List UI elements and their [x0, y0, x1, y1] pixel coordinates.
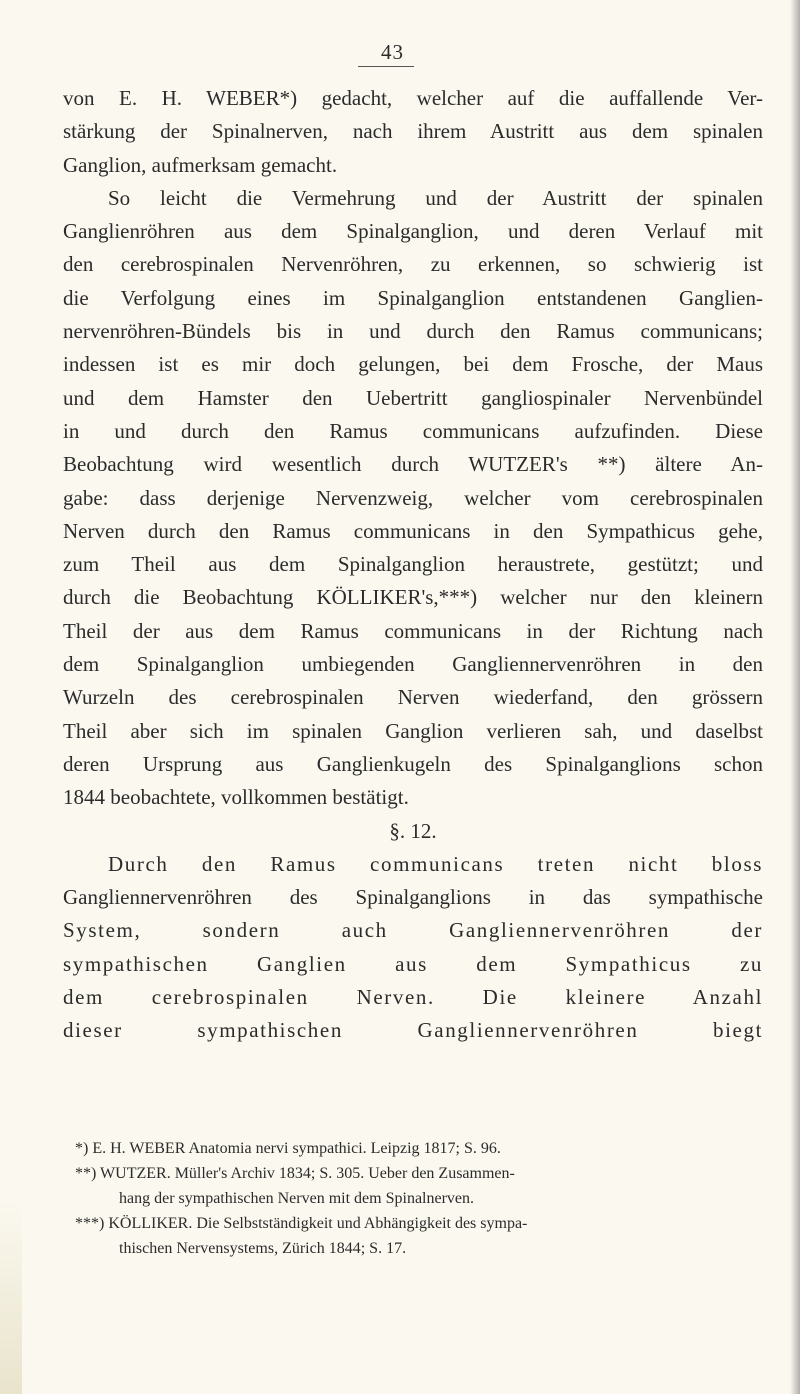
text-line: Theil der aus dem Ramus communicans in der Richtung nach [63, 618, 763, 643]
text-line: Beobachtung wird wesentlich durch WUTZER's **) ältere An- [63, 452, 763, 477]
page-edge-shadow [790, 0, 800, 1394]
text-line: Wurzeln des cerebrospinalen Nerven wiederfand, den grössern [63, 685, 763, 710]
footnotes [63, 1136, 763, 1261]
footnote-continuation: hang der sympathischen Nerven mit dem Spinalnerven. [119, 1190, 475, 1207]
text-line: durch die Beobachtung KÖLLIKER's,***) welcher nur den kleinern [63, 585, 763, 610]
text-line: Nerven durch den Ramus communicans in den Sympathicus gehe, [63, 518, 763, 543]
page-number: 43 [381, 40, 404, 64]
text-line: indessen ist es mir doch gelungen, bei dem Frosche, der Maus [63, 352, 763, 377]
text-line: gabe: dass derjenige Nervenzweig, welcher vom cerebrospinalen [63, 485, 763, 510]
text-line: den cerebrospinalen Nervenröhren, zu erkennen, so schwierig ist [63, 252, 763, 277]
text-line: und dem Hamster den Uebertritt gangliospinaler Nervenbündel [63, 385, 763, 410]
page-number-rule [358, 66, 414, 67]
body-text [63, 82, 763, 1048]
footnote-continuation: thischen Nervensystems, Zürich 1844; S. 17. [119, 1240, 407, 1257]
text-line: Gangliennervenröhren des Spinalganglions in das sympathische [63, 885, 763, 910]
footnote: *) E. H. WEBER Anatomia nervi sympathici. Leipzig 1817; S. 96. [75, 1140, 501, 1157]
text-line: So leicht die Vermehrung und der Austritt der spinalen [108, 185, 763, 210]
text-line: Ganglienröhren aus dem Spinalganglion, und deren Verlauf mit [63, 219, 763, 244]
section-heading: §. 12. [389, 818, 437, 843]
footnote: ***) KÖLLIKER. Die Selbstständigkeit und Abhängigkeit des sympa- [75, 1215, 528, 1232]
text-line: die Verfolgung eines im Spinalganglion entstandenen Ganglien- [63, 285, 763, 310]
text-line: dem Spinalganglion umbiegenden Gangliennervenröhren in den [63, 652, 763, 677]
page-stain [0, 1200, 22, 1394]
text-line-spaced: sympathischen Ganglien aus dem Sympathicus zu [63, 951, 763, 976]
text-line-spaced: dieser sympathischen Gangliennervenröhren biegt [63, 1018, 763, 1043]
text-line-spaced: dem cerebrospinalen Nerven. Die kleinere Anzahl [63, 985, 763, 1010]
text-line: deren Ursprung aus Ganglienkugeln des Spinalganglions schon [63, 751, 763, 776]
text-line: Ganglion, aufmerksam gemacht. [63, 152, 338, 177]
text-line: 1844 beobachtete, vollkommen bestätigt. [63, 785, 409, 810]
text-line-spaced: Durch den Ramus communicans treten nicht bloss [108, 851, 763, 876]
text-line-spaced: System, sondern auch Gangliennervenröhren der [63, 918, 763, 943]
footnote: **) WUTZER. Müller's Archiv 1834; S. 305. Ueber den Zusammen- [75, 1165, 515, 1182]
text-line: von E. H. WEBER*) gedacht, welcher auf die auffallende Ver- [63, 86, 763, 110]
text-line: stärkung der Spinalnerven, nach ihrem Austritt aus dem spinalen [63, 119, 763, 144]
text-line: zum Theil aus dem Spinalganglion heraustrete, gestützt; und [63, 552, 763, 577]
text-line: Theil aber sich im spinalen Ganglion verlieren sah, und daselbst [63, 718, 763, 743]
text-line: nervenröhren-Bündels bis in und durch den Ramus communicans; [63, 319, 763, 344]
text-line: in und durch den Ramus communicans aufzufinden. Diese [63, 418, 763, 443]
